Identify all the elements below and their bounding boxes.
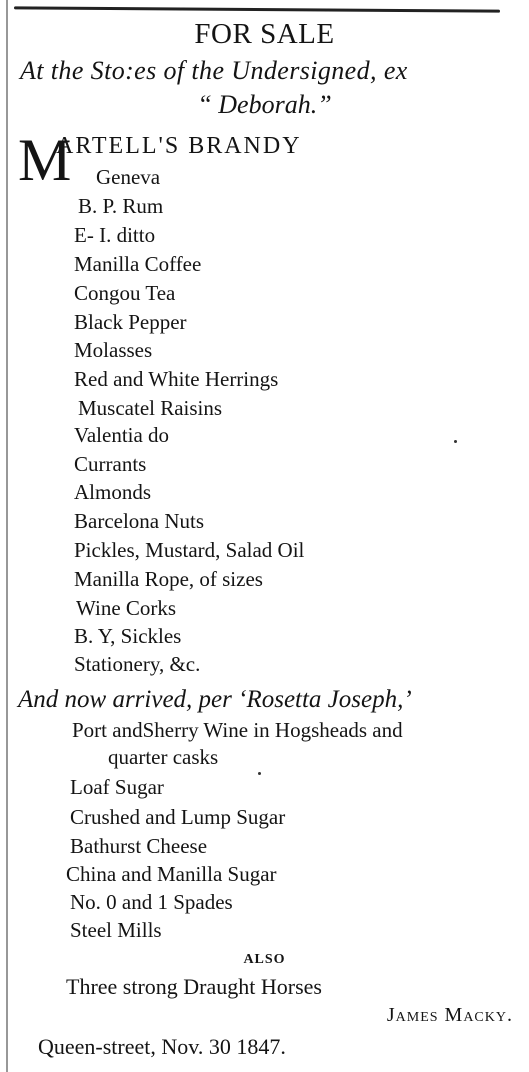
print-speck xyxy=(258,772,261,775)
list-item: No. 0 and 1 Spades xyxy=(70,890,233,914)
list-item: B. Y, Sickles xyxy=(74,624,182,648)
list-item: Steel Mills xyxy=(70,918,162,942)
first-item-text: ARTELL'S BRANDY xyxy=(56,133,302,159)
footer-address-date: Queen-street, Nov. 30 1847. xyxy=(38,1034,286,1059)
print-speck xyxy=(454,440,457,443)
page-title: FOR SALE xyxy=(194,18,335,50)
also-item: Three strong Draught Horses xyxy=(66,974,322,999)
list-item: Manilla Rope, of sizes xyxy=(74,567,263,591)
left-column-rule xyxy=(6,0,8,1072)
list-item: China and Manilla Sugar xyxy=(66,862,277,886)
list-item: Molasses xyxy=(74,338,153,362)
list-item: Pickles, Mustard, Salad Oil xyxy=(74,538,305,562)
list-item: Port andSherry Wine in Hogsheads and xyxy=(72,718,403,742)
list-item: B. P. Rum xyxy=(78,194,164,218)
list-item: Black Pepper xyxy=(74,310,187,334)
also-label: ALSO xyxy=(243,952,286,967)
list-item: Valentia do xyxy=(74,423,170,447)
arrived-heading: And now arrived, per ‘Rosetta Joseph,’ xyxy=(18,686,412,713)
top-rule xyxy=(14,6,500,12)
subheading-line-1: At the Sto:es of the Undersigned, ex xyxy=(20,56,408,85)
list-item: Congou Tea xyxy=(74,281,176,305)
signature: James Macky. xyxy=(386,1004,513,1026)
list-item: Geneva xyxy=(96,165,161,189)
subheading-line-2: “ Deborah.” xyxy=(197,90,332,119)
list-item: Stationery, &c. xyxy=(74,652,201,676)
list-item: Almonds xyxy=(74,480,152,504)
list-item: Loaf Sugar xyxy=(70,775,164,799)
list-item: Muscatel Raisins xyxy=(78,396,223,420)
list-item: Manilla Coffee xyxy=(74,252,202,276)
drop-cap: M xyxy=(18,127,72,193)
list-item: Crushed and Lump Sugar xyxy=(70,805,286,829)
list-item: Barcelona Nuts xyxy=(74,509,205,533)
list-item: Currants xyxy=(74,452,147,476)
list-item: Wine Corks xyxy=(76,596,177,620)
list-item: E- I. ditto xyxy=(74,223,156,247)
list-item: Red and White Herrings xyxy=(74,367,279,391)
list-item: Bathurst Cheese xyxy=(70,834,208,858)
list-item: quarter casks xyxy=(108,745,219,769)
